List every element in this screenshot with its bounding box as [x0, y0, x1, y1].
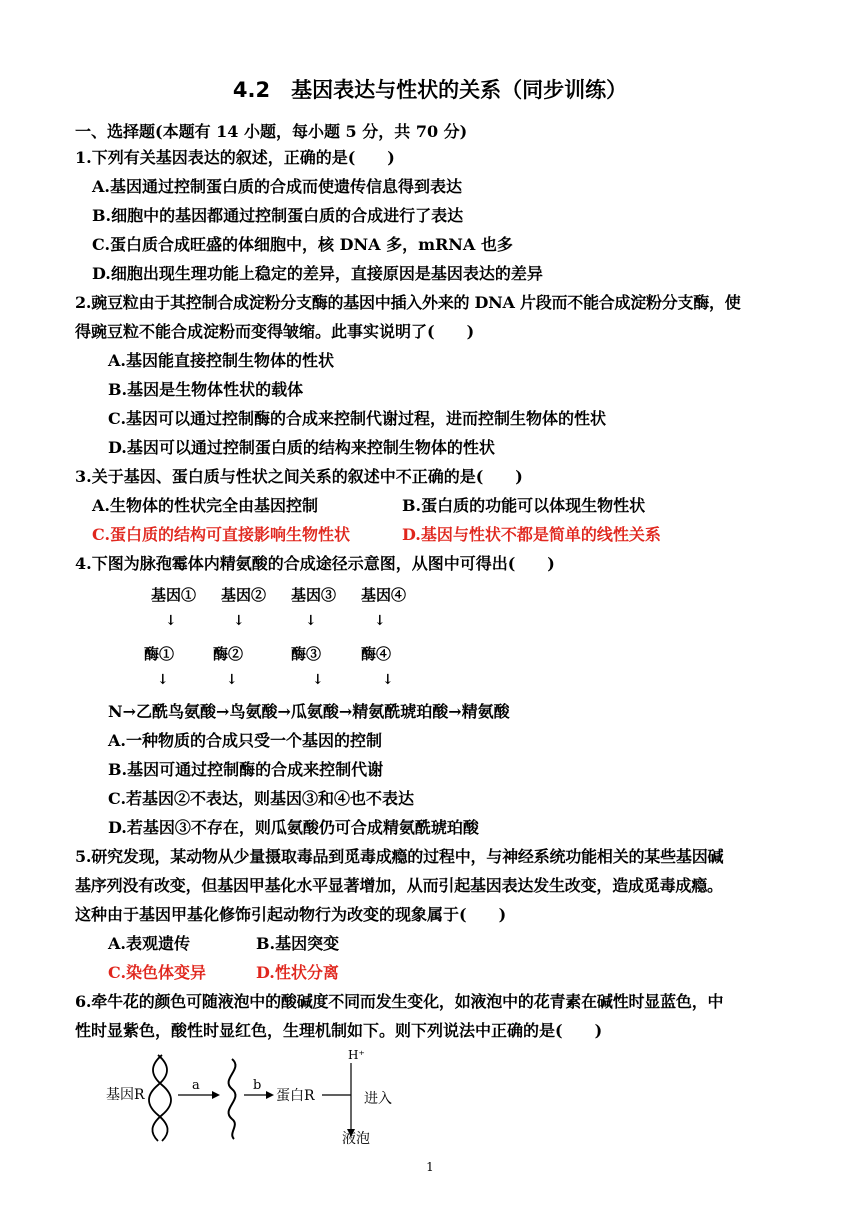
q6-stem-line2: 性时显紫色，酸性时显红色，生理机制如下。则下列说法中正确的是( ) [75, 1021, 603, 1040]
q4-pathway: N→乙酰鸟氨酸→鸟氨酸→瓜氨酸→精氨酰琥珀酸→精氨酸 [108, 702, 510, 721]
q1-option-a: A.基因通过控制蛋白质的合成而使遗传信息得到表达 [92, 177, 462, 196]
q4-arrow-enzyme-2: ↓ [226, 672, 238, 688]
q2-option-a: A.基因能直接控制生物体的性状 [108, 351, 334, 370]
q2-stem-line1: 2.豌豆粒由于其控制合成淀粉分支酶的基因中插入外来的 DNA 片段而不能合成淀粉分支酶，使 [75, 293, 741, 312]
q4-arrow-gene-1: ↓ [165, 613, 177, 629]
q1-stem: 1.下列有关基因表达的叙述，正确的是( ) [75, 148, 395, 167]
q4-enzyme-2: 酶② [213, 645, 244, 663]
q1-option-d: D.细胞出现生理功能上稳定的差异，直接原因是基因表达的差异 [92, 264, 543, 283]
q4-option-b: B.基因可通过控制酶的合成来控制代谢 [108, 760, 384, 779]
mrna-strand [229, 1059, 236, 1139]
q4-arrow-enzyme-3: ↓ [312, 672, 324, 688]
q5-option-a: A.表观遗传 [108, 934, 190, 953]
q6-stem-line1: 6.牵牛花的颜色可随液泡中的酸碱度不同而发生变化，如液泡中的花青素在碱性时显蓝色，中 [75, 992, 724, 1011]
arrow-a-head [212, 1091, 220, 1099]
q4-option-d: D.若基因③不存在，则瓜氨酸仍可合成精氨酰琥珀酸 [108, 818, 479, 837]
q4-enzyme-3: 酶③ [291, 645, 322, 663]
page-title: 4.2 基因表达与性状的关系（同步训练） [232, 78, 628, 102]
q3-option-c: C.蛋白质的结构可直接影响生物性状 [92, 525, 351, 544]
q6-fig-h-label: H⁺ [348, 1048, 365, 1062]
q1-option-b: B.细胞中的基因都通过控制蛋白质的合成进行了表达 [92, 206, 464, 225]
q6-fig-protein-label: 蛋白R [276, 1088, 315, 1104]
q4-gene-4: 基因④ [361, 586, 407, 604]
q5-option-b: B.基因突变 [256, 934, 340, 953]
q4-enzyme-4: 酶④ [361, 645, 392, 663]
q3-option-a: A.生物体的性状完全由基因控制 [92, 496, 318, 515]
q2-option-d: D.基因可以通过控制蛋白质的结构来控制生物体的性状 [108, 438, 495, 457]
q2-option-c: C.基因可以通过控制酶的合成来控制代谢过程，进而控制生物体的性状 [108, 409, 607, 428]
q4-arrow-gene-3: ↓ [305, 613, 317, 629]
q4-arrow-enzyme-1: ↓ [157, 672, 169, 688]
q5-stem-line3: 这种由于基因甲基化修饰引起动物行为改变的现象属于( ) [75, 905, 507, 924]
arrow-b-head [266, 1091, 274, 1099]
q5-option-c: C.染色体变异 [108, 963, 207, 982]
q4-option-c: C.若基因②不表达，则基因③和④也不表达 [108, 789, 415, 808]
q6-fig-gene-label: 基因R [106, 1087, 145, 1103]
q4-stem: 4.下图为脉孢霉体内精氨酸的合成途径示意图，从图中可得出( ) [75, 554, 555, 573]
q6-fig-b-label: b [253, 1078, 262, 1093]
q4-arrow-gene-2: ↓ [233, 613, 245, 629]
page-number: 1 [426, 1160, 434, 1174]
q6-fig-enter-label: 进入 [364, 1091, 392, 1107]
q3-option-b: B.蛋白质的功能可以体现生物性状 [402, 496, 646, 515]
q3-option-d: D.基因与性状不都是简单的线性关系 [402, 525, 661, 544]
q4-option-a: A.一种物质的合成只受一个基因的控制 [108, 731, 382, 750]
q4-arrow-enzyme-4: ↓ [382, 672, 394, 688]
q3-stem: 3.关于基因、蛋白质与性状之间关系的叙述中不正确的是( ) [75, 467, 523, 486]
q5-stem-line1: 5.研究发现，某动物从少量摄取毒品到觅毒成瘾的过程中，与神经系统功能相关的某些基因碱 [75, 847, 724, 866]
q1-option-c: C.蛋白质合成旺盛的体细胞中，核 DNA 多，mRNA 也多 [92, 235, 513, 254]
section-heading: 一、选择题(本题有 14 小题，每小题 5 分，共 70 分) [75, 122, 468, 141]
q2-stem-line2: 得豌豆粒不能合成淀粉而变得皱缩。此事实说明了( ) [75, 322, 475, 341]
q5-stem-line2: 基序列没有改变，但基因甲基化水平显著增加，从而引起基因表达发生改变，造成觅毒成瘾。 [75, 876, 723, 895]
q4-gene-1: 基因① [151, 586, 197, 604]
q6-fig-vacuole-label: 液泡 [342, 1131, 370, 1145]
q4-gene-3: 基因③ [291, 586, 337, 604]
q5-option-d: D.性状分离 [256, 963, 339, 982]
q4-arrow-gene-4: ↓ [374, 613, 386, 629]
q4-gene-2: 基因② [221, 586, 267, 604]
q6-fig-a-label: a [192, 1078, 200, 1093]
q6-mechanism-diagram [100, 1045, 420, 1145]
q4-enzyme-1: 酶① [144, 645, 175, 663]
q2-option-b: B.基因是生物体性状的载体 [108, 380, 304, 399]
